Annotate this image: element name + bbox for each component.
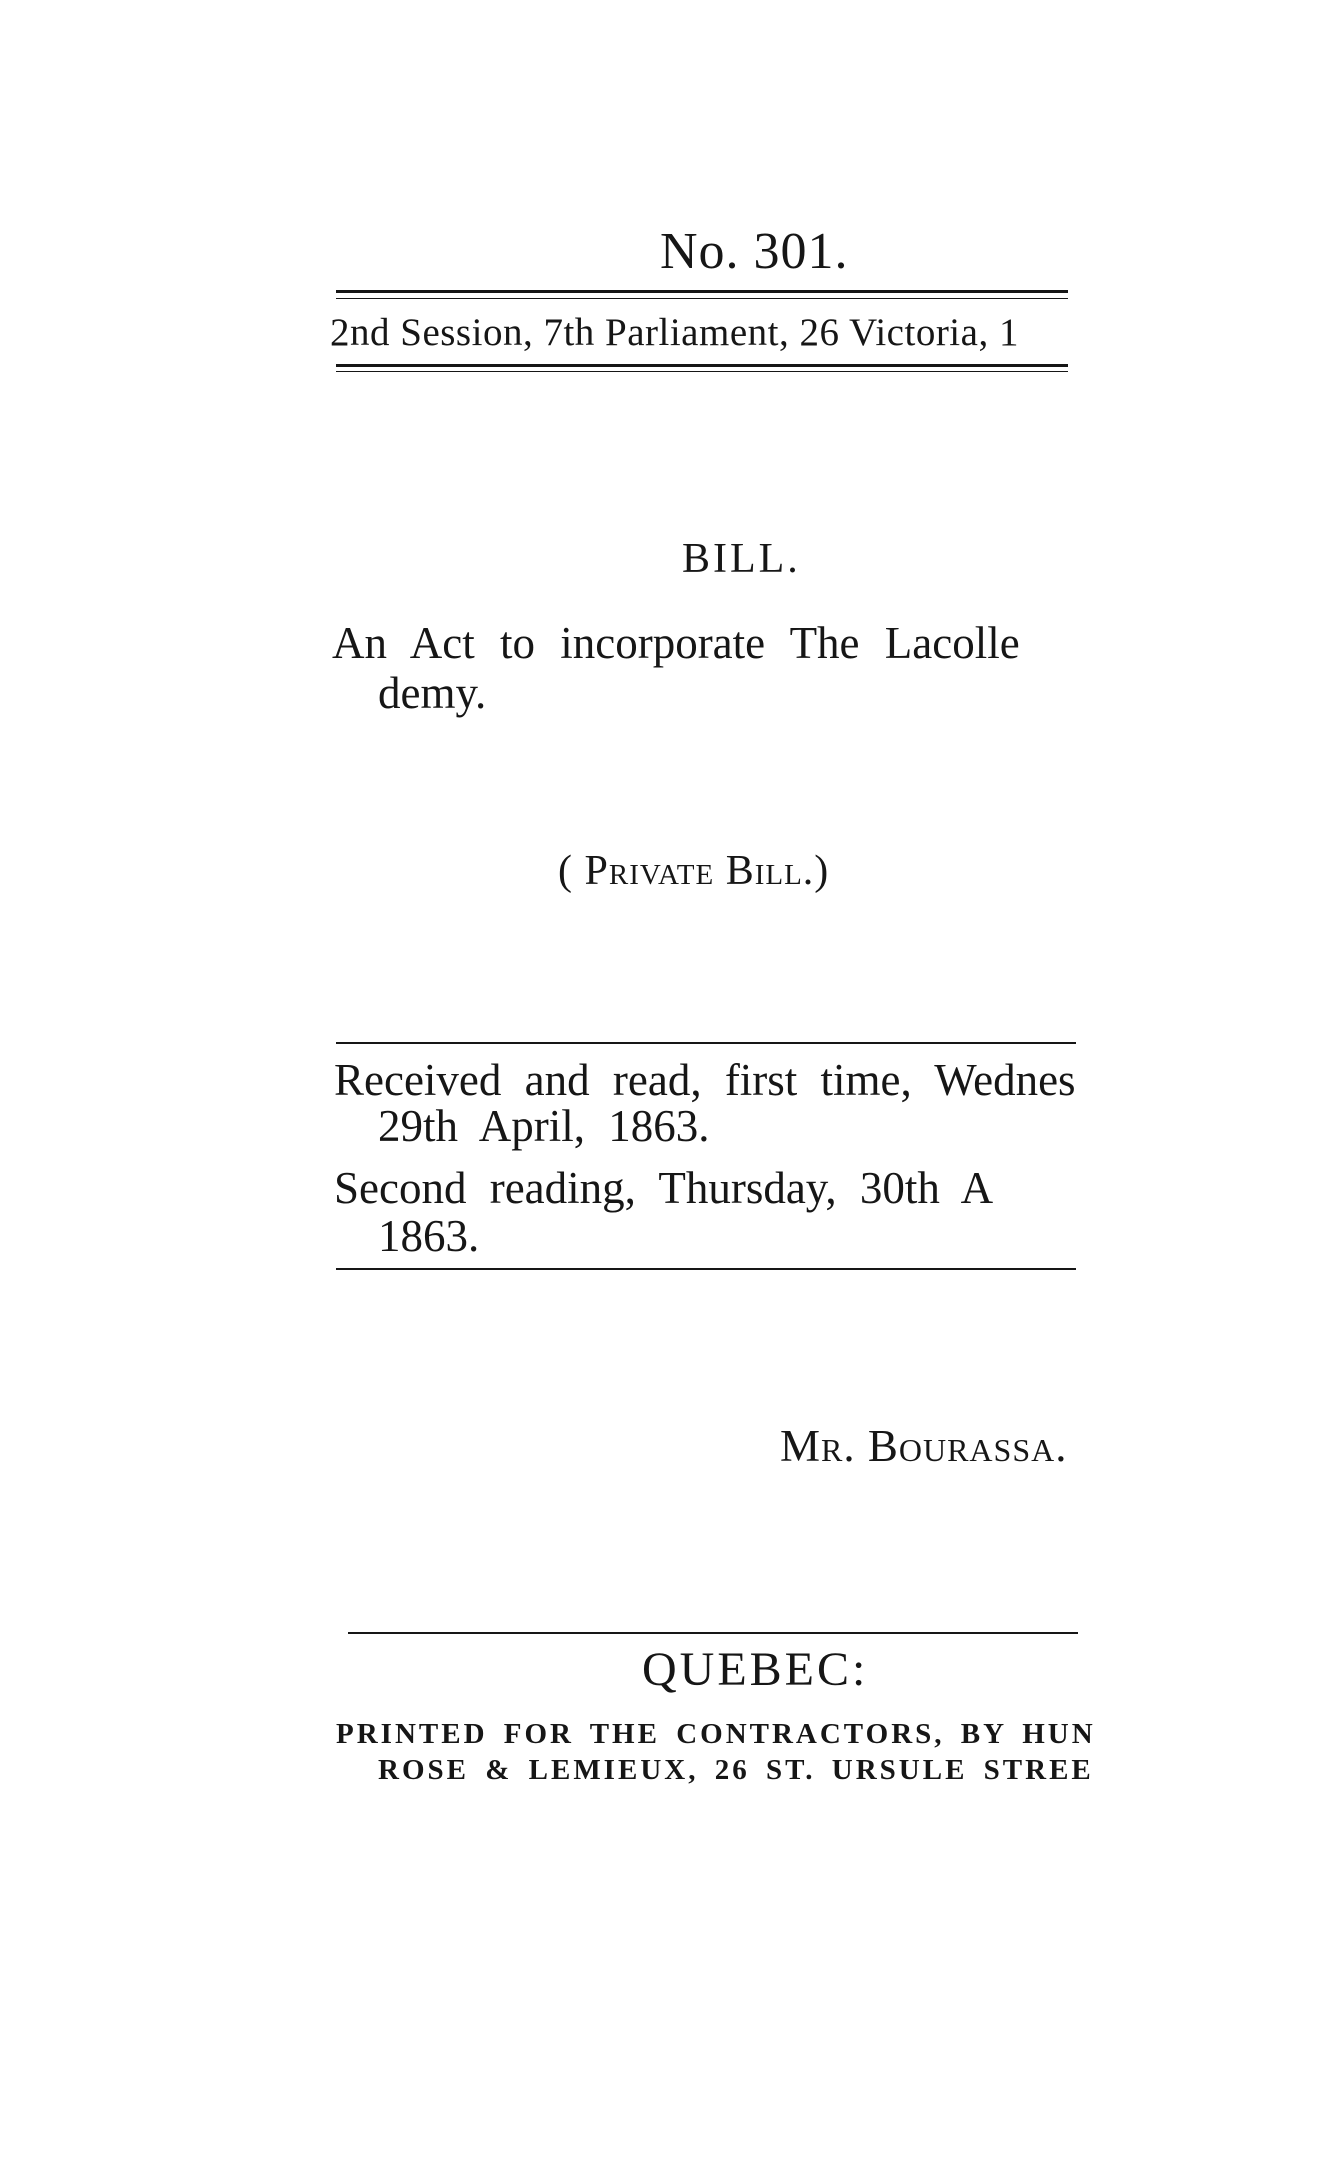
bill-title-line-1: An Act to incorporate The Lacolle: [332, 618, 1020, 668]
second-reading-line-1: Second reading, Thursday, 30th A: [334, 1163, 994, 1213]
session-rule: [336, 364, 1068, 367]
bill-type: ( Private Bill.): [558, 848, 830, 894]
readings-bottom-rule: [336, 1268, 1076, 1270]
first-reading-line-1: Received and read, first time, Wednes: [334, 1055, 1076, 1105]
bill-heading: BILL.: [682, 536, 801, 582]
second-reading-line-2: 1863.: [378, 1211, 480, 1261]
readings-top-rule: [336, 1042, 1076, 1044]
imprint-line-1: PRINTED FOR THE CONTRACTORS, BY HUN: [336, 1718, 1096, 1750]
member-name: Mr. Bourassa.: [780, 1421, 1068, 1471]
top-rule: [336, 290, 1068, 293]
top-rule-thin: [336, 298, 1068, 299]
session-rule-thin: [336, 371, 1068, 372]
imprint-city: QUEBEC:: [642, 1643, 869, 1696]
imprint-line-2: ROSE & LEMIEUX, 26 ST. URSULE STREE: [378, 1754, 1094, 1786]
first-reading-line-2: 29th April, 1863.: [378, 1101, 710, 1151]
bill-number: No. 301.: [660, 223, 849, 280]
imprint-rule: [348, 1632, 1078, 1634]
session-line: 2nd Session, 7th Parliament, 26 Victoria, 1: [330, 311, 1019, 354]
bill-title-line-2: demy.: [378, 668, 487, 718]
